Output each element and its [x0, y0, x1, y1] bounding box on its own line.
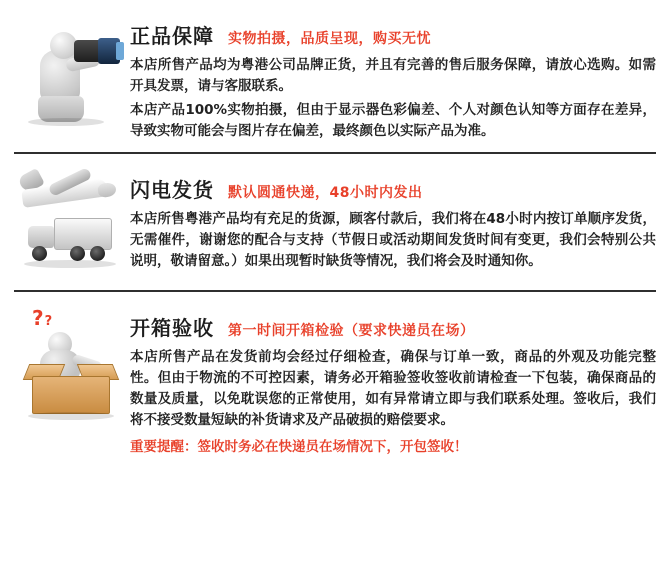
section-headline — [130, 174, 656, 203]
section-text — [126, 302, 656, 472]
plane-truck-illustration-icon — [14, 164, 126, 282]
section-unboxing — [0, 292, 670, 480]
section-subtitle: 默认圆通快递，48小时内发出 — [228, 185, 423, 201]
section-paragraph: 本店所售产品在发货前均会经过仔细检查，确保与订单一致，商品的外观及功能完整性。但由于物流的不可控因素，请务必开箱验签收签收前请检查一下包装，确保商品的数量及质量，以免耽误您的正常使用，如有异常请立即与我们联系处理。签收后，我们将不接受数量短缺的补货请求及产品破损的赔偿要求。 — [130, 349, 656, 428]
section-headline — [130, 20, 656, 49]
section-body — [0, 292, 670, 480]
section-headline — [130, 312, 656, 341]
section-paragraph: 本店产品100%实物拍摄，但由于显示器色彩偏差、个人对颜色认知等方面存在差异，导致实物可能会与图片存在偏差，最终颜色以实际产品为准。 — [130, 102, 656, 139]
section-title: 开箱验收 — [130, 316, 214, 340]
section-paragraph: 本店所售产品均为粤港公司品牌正货，并且有完善的售后服务保障，请放心选购。如需开具发票，请与客服联系。 — [130, 57, 656, 94]
section-authenticity — [0, 0, 670, 152]
section-body — [0, 154, 670, 290]
section-paragraph: 本店所售粤港产品均有充足的货源，顾客付款后，我们将在48小时内按订单顺序发货，无需催件，谢谢您的配合与支持（节假日或活动期间发货时间有变更，我们会特别公共说明，敬请留意。）如果出现暂时缺货等情况，我们将会及时通知你。 — [130, 211, 656, 269]
question-mark-icon: ?? — [32, 306, 54, 330]
unboxing-person-illustration-icon — [14, 302, 126, 420]
section-body — [0, 0, 670, 152]
camera-person-illustration-icon — [14, 10, 126, 128]
section-shipping — [0, 154, 670, 290]
section-subtitle: 实物拍摄，品质呈现，购买无忧 — [228, 31, 431, 47]
important-notice: 重要提醒：签收时务必在快递员在场情况下，开包签收！ — [130, 439, 468, 455]
section-title: 正品保障 — [130, 24, 214, 48]
section-text — [126, 164, 656, 274]
section-title: 闪电发货 — [130, 178, 214, 202]
section-subtitle: 第一时间开箱检验（要求快递员在场） — [228, 323, 475, 339]
section-text — [126, 10, 656, 144]
